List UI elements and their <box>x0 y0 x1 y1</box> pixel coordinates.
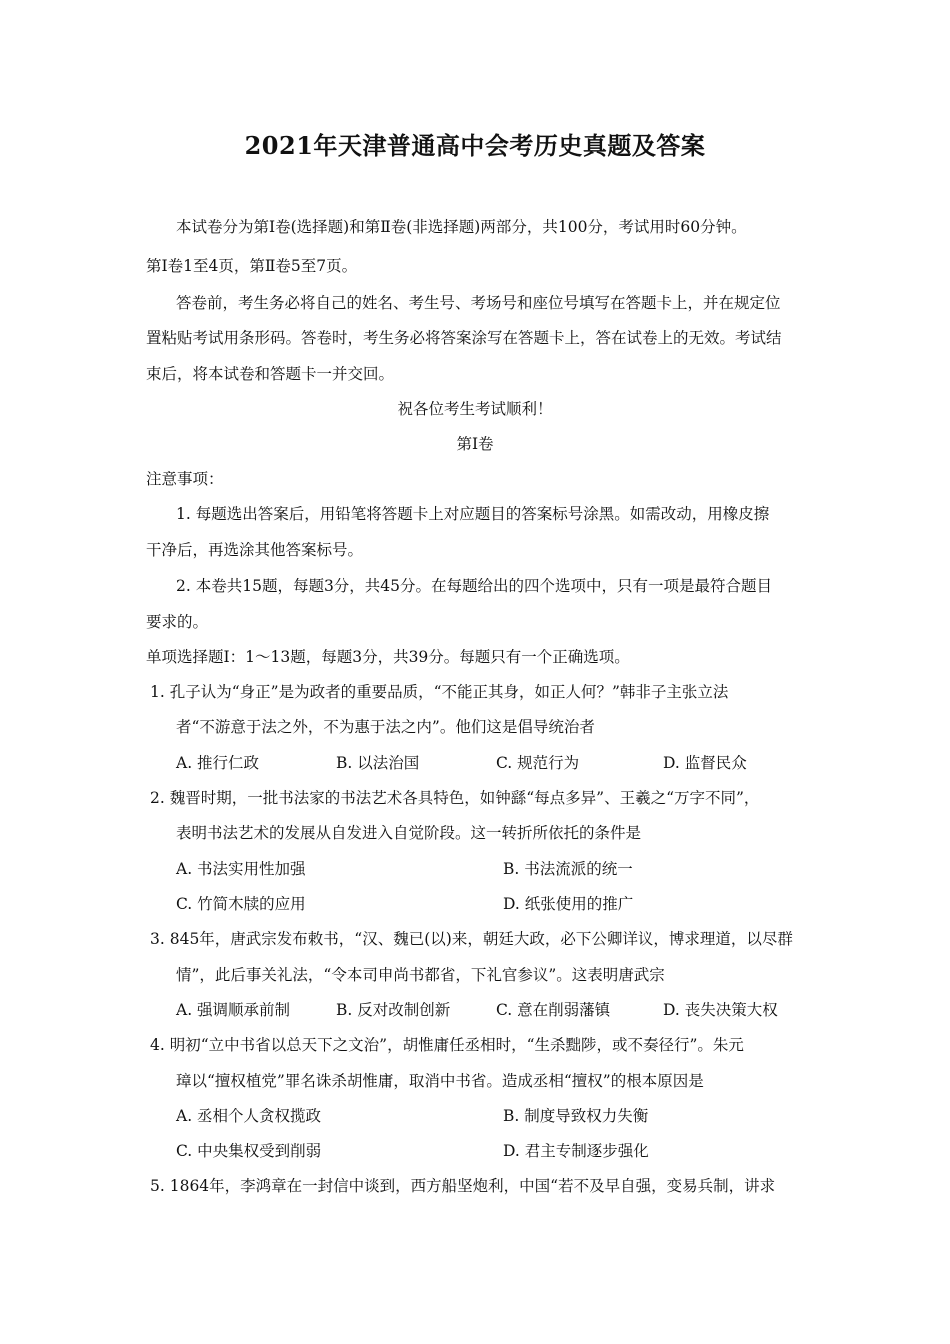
question-2-option-a: A. 书法实用性加强 <box>176 860 306 878</box>
question-4-option-c: C. 中央集权受到削弱 <box>176 1142 322 1160</box>
exam-wish: 祝各位考生考试顺利！ <box>397 400 553 418</box>
question-2-option-d: D. 纸张使用的推广 <box>503 895 634 913</box>
intro-paragraph-1-line-2: 第Ⅰ卷1至4页，第Ⅱ卷5至7页。 <box>146 257 358 275</box>
question-4-option-b: B. 制度导致权力失衡 <box>503 1107 649 1125</box>
question-3-line-1: 3. 845年，唐武宗发布敕书，“汉、魏已(以)来，朝廷大政，必下公卿详议，博求理道，以尽群 <box>150 930 793 948</box>
question-1-option-b: B. 以法治国 <box>336 754 420 772</box>
note-2-line-1: 2. 本卷共15题，每题3分，共45分。在每题给出的四个选项中，只有一项是最符合题目 <box>176 577 773 595</box>
question-4-line-2: 璋以“擅权植党”罪名诛杀胡惟庸，取消中书省。造成丞相“擅权”的根本原因是 <box>176 1072 704 1090</box>
notes-heading: 注意事项： <box>146 470 224 488</box>
question-1-option-a: A. 推行仁政 <box>176 754 260 772</box>
intro-paragraph-2-line-2: 置粘贴考试用条形码。答卷时，考生务必将答案涂写在答题卡上，答在试卷上的无效。考试结 <box>146 329 782 347</box>
intro-paragraph-2-line-1: 答卷前，考生务必将自己的姓名、考生号、考场号和座位号填写在答题卡上，并在规定位 <box>176 294 781 312</box>
intro-paragraph-2-line-3: 束后，将本试卷和答题卡一并交回。 <box>146 365 395 383</box>
section-heading: 第Ⅰ卷 <box>456 435 494 453</box>
question-1-option-c: C. 规范行为 <box>496 754 580 772</box>
note-1-line-2: 干净后，再选涂其他答案标号。 <box>146 541 364 559</box>
question-5-line-1: 5. 1864年，李鸿章在一封信中谈到，西方船坚炮利，中国“若不及早自强，变易兵制，讲求 <box>150 1177 776 1195</box>
question-2-option-b: B. 书法流派的统一 <box>503 860 633 878</box>
question-3-line-2: 情”，此后事关礼法，“令本司申尚书都省，下礼官参议”。这表明唐武宗 <box>176 966 665 984</box>
question-4-option-a: A. 丞相个人贪权揽政 <box>176 1107 322 1125</box>
question-3-option-a: A. 强调顺承前制 <box>176 1001 291 1019</box>
question-4-option-d: D. 君主专制逐步强化 <box>503 1142 649 1160</box>
question-1-line-2: 者“不游意于法之外，不为惠于法之内”。他们这是倡导统治者 <box>176 718 595 736</box>
single-choice-heading: 单项选择题Ⅰ：1～13题，每题3分，共39分。每题只有一个正确选项。 <box>146 648 630 666</box>
question-3-option-c: C. 意在削弱藩镇 <box>496 1001 611 1019</box>
intro-paragraph-1-line-1: 本试卷分为第Ⅰ卷(选择题)和第Ⅱ卷(非选择题)两部分，共100分，考试用时60分钟。 <box>176 218 747 236</box>
question-2-option-c: C. 竹简木牍的应用 <box>176 895 306 913</box>
question-3-option-d: D. 丧失决策大权 <box>663 1001 778 1019</box>
note-1-line-1: 1. 每题选出答案后，用铅笔将答题卡上对应题目的答案标号涂黑。如需改动，用橡皮擦 <box>176 505 770 523</box>
question-3-option-b: B. 反对改制创新 <box>336 1001 451 1019</box>
note-2-line-2: 要求的。 <box>146 613 209 631</box>
page-title: 2021年天津普通高中会考历史真题及答案 <box>244 131 706 160</box>
question-1-line-1: 1. 孔子认为“身正”是为政者的重要品质，“不能正其身，如正人何？”韩非子主张立法 <box>150 683 729 701</box>
question-2-line-2: 表明书法艺术的发展从自发进入自觉阶段。这一转折所依托的条件是 <box>176 824 642 842</box>
question-2-line-1: 2. 魏晋时期，一批书法家的书法艺术各具特色，如钟繇“每点多异”、王羲之“万字不同”， <box>150 789 760 807</box>
question-4-line-1: 4. 明初“立中书省以总天下之文治”，胡惟庸任丞相时，“生杀黜陟，或不奏径行”。朱元 <box>150 1036 744 1054</box>
question-1-option-d: D. 监督民众 <box>663 754 747 772</box>
